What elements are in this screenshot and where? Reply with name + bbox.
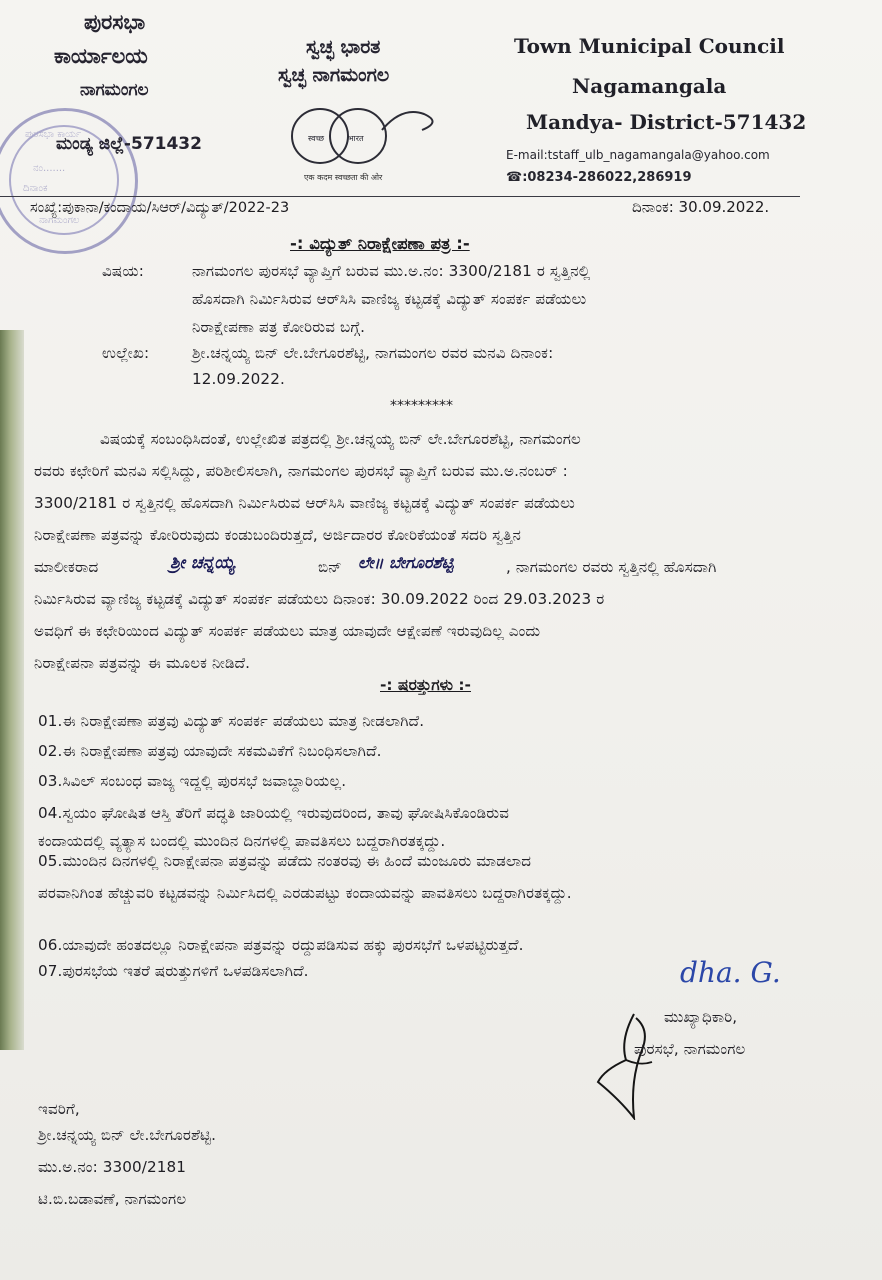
header-en-line2: Nagamangala — [572, 74, 727, 98]
subject-line-3: ನಿರಾಕ್ಷೇಪಣಾ ಪತ್ರ ಕೋರಿರುವ ಬಗ್ಗೆ. — [192, 318, 366, 336]
header-kn-line4: ಮಂಡ್ಯ ಜಿಲ್ಲೆ-571432 — [56, 134, 202, 154]
condition-6: 06.ಯಾವುದೇ ಹಂತದಲ್ಲೂ ನಿರಾಕ್ಷೇಪನಾ ಪತ್ರವನ್ನು ರದ್ದುಪಡಿಸುವ ಹಕ್ಕು ಪುರಸಭೆಗೆ ಒಳಪಟ್ಟಿರುತ್ತದೆ. — [38, 936, 524, 954]
body-line-6: ನಿರ್ಮಿಸಿರುವ ವ್ಯಾಣಿಜ್ಯ ಕಟ್ಟಡಕ್ಕೆ ವಿದ್ಯುತ್ ಸಂಪರ್ಕ ಪಡೆಯಲು ದಿನಾಂಕ: 30.09.2022 ರಿಂದ 29.03.2023 ರ — [34, 590, 605, 608]
stamp-text-1: ಪುರಸಭಾ ಕಾರ್ಯ — [25, 129, 82, 140]
body-line-1: ವಿಷಯಕ್ಕೆ ಸಂಬಂಧಿಸಿದಂತೆ, ಉಲ್ಲೇಖಿತ ಪತ್ರದಲ್ಲಿ ಶ್ರೀ.ಚನ್ನಯ್ಯ ಬಿನ್ ಲೇ.ಬೇಗೂರಶೆಟ್ಟಿ, ನಾಗಮಂಗಲ — [100, 430, 581, 448]
recipient-number: ಮು.ಅ.ನಂ: 3300/2181 — [38, 1158, 187, 1176]
body-line-5: ಮಾಲೀಕರಾದ — [34, 558, 99, 576]
recipient-address: ಟಿ.ಬಿ.ಬಡಾವಣೆ, ನಾಗಮಂಗಲ — [38, 1190, 187, 1208]
condition-7: 07.ಪುರಸಭೆಯ ಇತರೆ ಷರುತ್ತುಗಳಿಗೆ ಒಳಪಡಿಸಲಾಗಿದೆ. — [38, 962, 309, 980]
condition-4: 04.ಸ್ವಯಂ ಘೋಷಿತ ಆಸ್ತಿ ತೆರಿಗೆ ಪದ್ಧತಿ ಜಾರಿಯಲ್ಲಿ ಇರುವುದರಿಂದ, ತಾವು ಘೋಷಿಸಿಕೊಂಡಿರುವ — [38, 804, 510, 822]
document-title: -: ವಿದ್ಯುತ್ ನಿರಾಕ್ಷೇಪಣಾ ಪತ್ರ :- — [290, 234, 470, 253]
header-kn-line1: ಪುರಸಭಾ — [84, 10, 146, 34]
logo-word-2: भारत — [348, 134, 364, 143]
condition-1: 01.ಈ ನಿರಾಕ್ಷೇಪಣಾ ಪತ್ರವು ವಿದ್ಯುತ್ ಸಂಪರ್ಕ ಪಡೆಯಲು ಮಾತ್ರ ನೀಡಲಾಗಿದೆ. — [38, 712, 425, 730]
condition-5: 05.ಮುಂದಿನ ದಿನಗಳಲ್ಲಿ ನಿರಾಕ್ಷೇಪನಾ ಪತ್ರವನ್ನು ಪಡೆದು ನಂತರವು ಈ ಹಿಂದೆ ಮಂಜೂರು ಮಾಡಲಾದ — [38, 852, 532, 870]
subject-line-2: ಹೊಸದಾಗಿ ನಿರ್ಮಿಸಿರುವ ಆರ್‌ಸಿಸಿ ವಾಣಿಜ್ಯ ಕಟ್ಟಡಕ್ಕೆ ವಿದ್ಯುತ್ ಸಂಪರ್ಕ ಪಡೆಯಲು — [192, 290, 587, 308]
body-line-8: ನಿರಾಕ್ಷೇಪನಾ ಪತ್ರವನ್ನು ಈ ಮೂಲಕ ನೀಡಿದೆ. — [34, 654, 251, 672]
header-phone: ☎:08234-286022,286919 — [506, 170, 692, 185]
header-email: E-mail:tstaff_ulb_nagamangala@yahoo.com — [506, 148, 770, 162]
recipient-name: ಶ್ರೀ.ಚನ್ನಯ್ಯ ಬಿನ್ ಲೇ.ಬೇಗೂರಶೆಟ್ಟಿ. — [38, 1126, 217, 1144]
condition-3: 03.ಸಿವಿಲ್ ಸಂಬಂಧ ವಾಜ್ಯ ಇದ್ದಲ್ಲಿ ಪುರಸಭೆ ಜವಾಬ್ದಾರಿಯಲ್ಲ. — [38, 772, 347, 790]
swachh-line2: ಸ್ವಚ್ಛ ನಾಗಮಂಗಲ — [278, 64, 390, 86]
swachh-bharat-logo-icon — [284, 100, 444, 172]
subject-line-1: ನಾಗಮಂಗಲ ಪುರಸಭೆ ವ್ಯಾಪ್ತಿಗೆ ಬರುವ ಮು.ಅ.ನಂ: 3300/2181 ರ ಸ್ವತ್ತಿನಲ್ಲಿ — [192, 262, 591, 280]
father-handwritten: ಲೇ॥ ಬೇಗೂರಶೆಟ್ಟಿ — [358, 553, 454, 572]
logo-caption: एक कदम स्वच्छता की ओर — [304, 173, 383, 182]
letter-date: ದಿನಾಂಕ: 30.09.2022. — [632, 198, 770, 216]
condition-5-cont: ಪರವಾನಿಗಿಂತ ಹೆಚ್ಚುವರಿ ಕಟ್ಟಡವನ್ನು ನಿರ್ಮಿಸಿದಲ್ಲಿ ಎರಡುಪಟ್ಟು ಕಂದಾಯವನ್ನು ಪಾವತಿಸಲು ಬದ್ದರಾಗಿರತಕ್ಕದ್ದು. — [38, 884, 572, 902]
condition-2: 02.ಈ ನಿರಾಕ್ಷೇಪಣಾ ಪತ್ರವು ಯಾವುದೇ ಸಕಮವಿಕೆಗೆ ನಿಬಂಧಿಸಲಾಗಿದೆ. — [38, 742, 382, 760]
reference-line-1: ಶ್ರೀ.ಚನ್ನಯ್ಯ ಬಿನ್ ಲೇ.ಬೇಗೂರಶೆಟ್ಟಿ, ನಾಗಮಂಗಲ ರವರ ಮನವಿ ದಿನಾಂಕ: — [192, 344, 554, 362]
swachh-line1: ಸ್ವಚ್ಛ ಭಾರತ — [306, 36, 381, 58]
condition-4-cont: ಕಂದಾಯದಲ್ಲಿ ವ್ಯತ್ಯಾಸ ಬಂದಲ್ಲಿ ಮುಂದಿನ ದಿನಗಳಲ್ಲಿ ಪಾವತಿಸಲು ಬದ್ದರಾಗಿರತಕ್ಕದ್ದು. — [38, 832, 446, 850]
owner-handwritten: ಶ್ರೀ ಚನ್ನಯ್ಯ — [170, 553, 235, 573]
body-line-3: 3300/2181 ರ ಸ್ವತ್ತಿನಲ್ಲಿ ಹೊಸದಾಗಿ ನಿರ್ಮಿಸಿರುವ ಆರ್‌ಸಿಸಿ ವಾಣಿಜ್ಯ ಕಟ್ಟಡಕ್ಕೆ ವಿದ್ಯುತ್ ಸಂಪರ್ಕ ಪಡೆಯಲು — [34, 494, 575, 512]
reference-label: ಉಲ್ಲೇಖ: — [102, 344, 150, 362]
header-kn-line2: ಕಾರ್ಯಾಲಯ — [54, 44, 148, 68]
separator-stars: ********* — [390, 398, 453, 414]
body-line-7: ಅವಧಿಗೆ ಈ ಕಛೇರಿಯಿಂದ ವಿದ್ಯುತ್ ಸಂಪರ್ಕ ಪಡೆಯಲು ಮಾತ್ರ ಯಾವುದೇ ಆಕ್ಷೇಪಣೆ ಇರುವುದಿಲ್ಲ ಎಂದು — [34, 622, 541, 640]
body-line-2: ರವರು ಕಛೇರಿಗೆ ಮನವಿ ಸಲ್ಲಿಸಿದ್ದು, ಪರಿಶೀಲಿಸಲಾಗಿ, ನಾಗಮಂಗಲ ಪುರಸಭೆ ವ್ಯಾಪ್ತಿಗೆ ಬರುವ ಮು.ಅ.ನಂಬರ್ : — [34, 462, 568, 480]
signature-initials: dha. G. — [680, 956, 781, 989]
binder-edge — [0, 330, 24, 1050]
signature-designation: ಮುಖ್ಯಾಧಿಕಾರಿ, — [664, 1008, 738, 1026]
recipient-to: ಇವರಿಗೆ, — [38, 1100, 80, 1118]
body-line-4: ನಿರಾಕ್ಷೇಪಣಾ ಪತ್ರವನ್ನು ಕೋರಿರುವುದು ಕಂಡುಬಂದಿರುತ್ತದೆ, ಅರ್ಜಿದಾರರ ಕೋರಿಕೆಯಂತೆ ಸದರಿ ಸ್ವತ್ತಿನ — [34, 526, 522, 544]
header-en-line3: Mandya- District-571432 — [526, 110, 807, 134]
logo-word-1: स्वच्छ — [308, 134, 325, 143]
body-bin: ಬಿನ್ — [318, 558, 342, 576]
conditions-title: -: ಷರತ್ತುಗಳು :- — [380, 676, 471, 694]
office-stamp — [0, 108, 138, 254]
reference-number: ಸಂಖ್ಯೆ:ಪುಕಾನಾ/ಕಂದಾಯ/ಸಿಆರ್/ವಿದ್ಯುತ್/2022-23 — [30, 200, 290, 216]
signature-office: ಪುರಸಭೆ, ನಾಗಮಂಗಲ — [634, 1040, 746, 1058]
header-en-line1: Town Municipal Council — [514, 34, 785, 58]
header-kn-line3: ನಾಗಮಂಗಲ — [80, 80, 149, 100]
reference-line-2: 12.09.2022. — [192, 370, 285, 388]
stamp-text-2: ನಂ....... — [33, 163, 66, 174]
body-line-5-tail: , ನಾಗಮಂಗಲ ರವರು ಸ್ವತ್ತಿನಲ್ಲಿ ಹೊಸದಾಗಿ — [506, 558, 717, 576]
stamp-text-4: ನಾಗಮಂಗಲ — [39, 215, 80, 226]
header-rule — [0, 196, 800, 197]
subject-label: ವಿಷಯ: — [102, 262, 144, 280]
stamp-text-3: ದಿನಾಂಕ — [23, 183, 48, 194]
